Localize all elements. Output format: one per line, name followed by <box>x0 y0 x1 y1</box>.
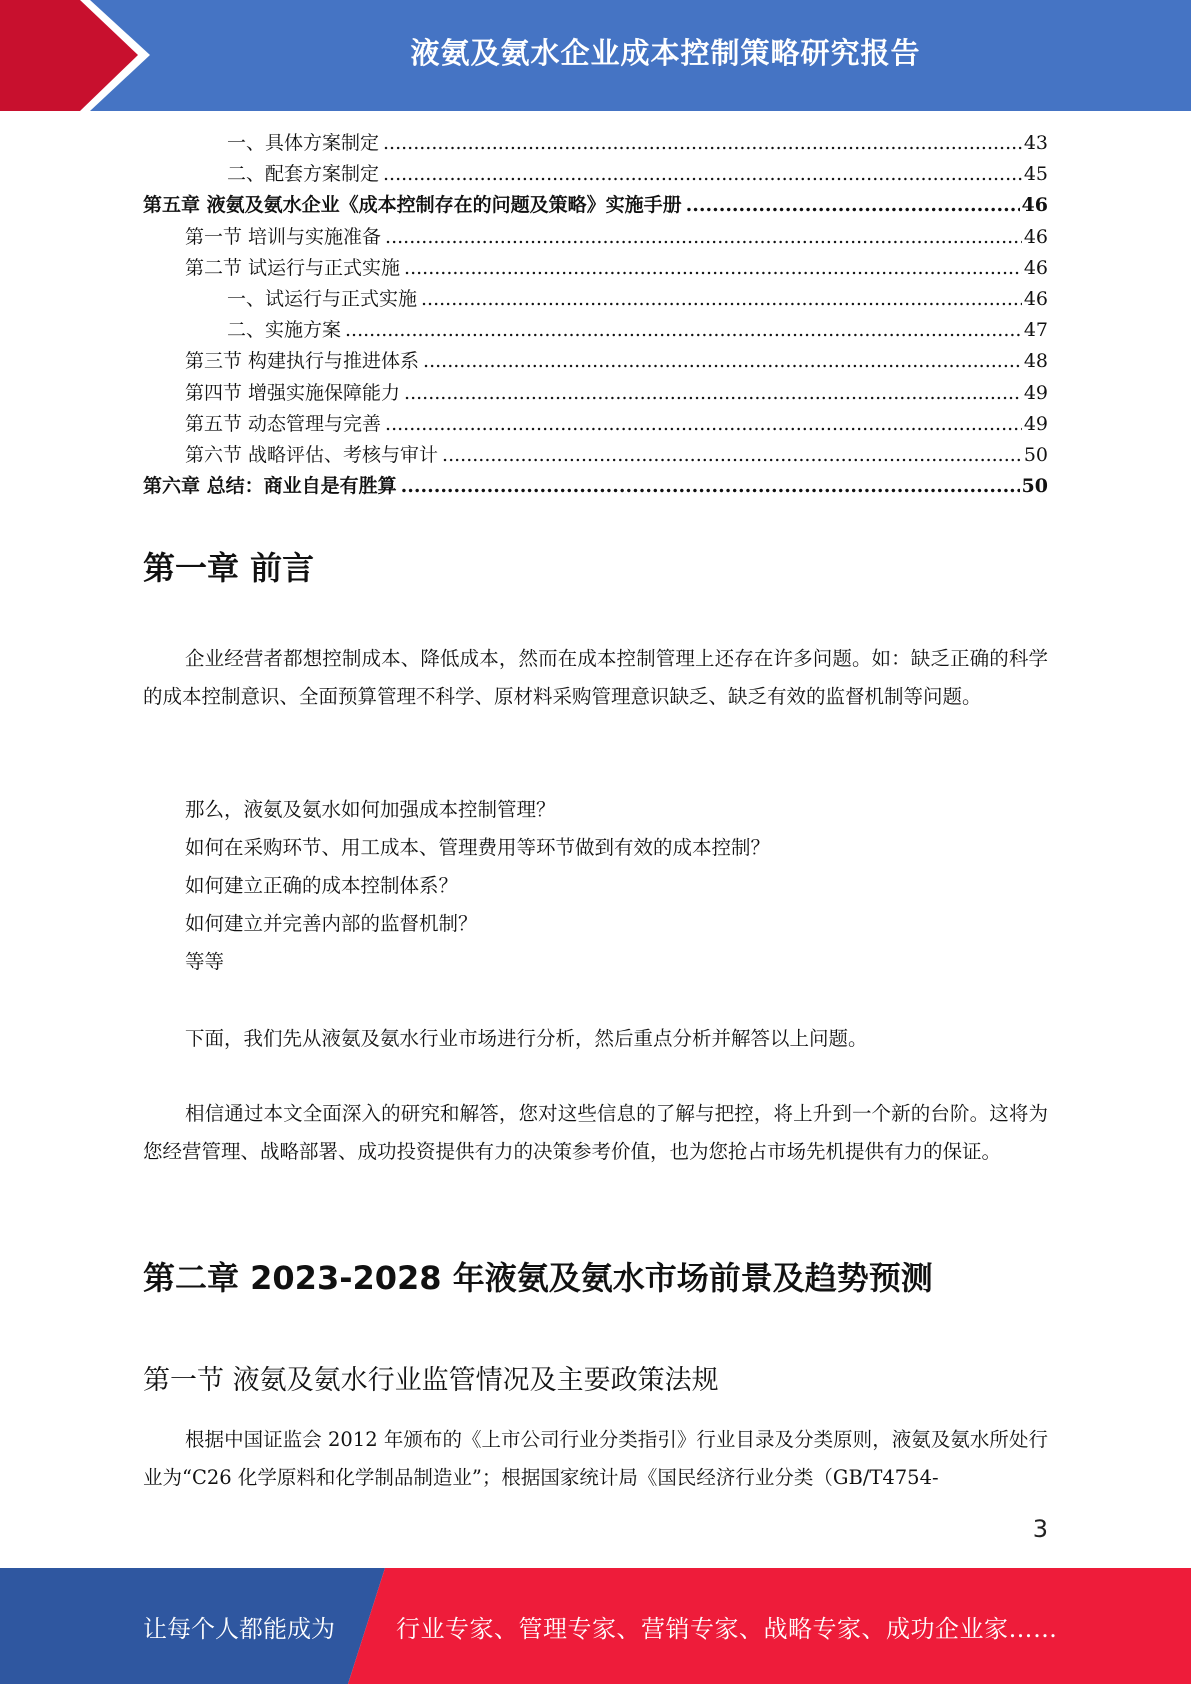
toc-dot-leader <box>383 128 1022 159</box>
toc-dot-leader <box>404 378 1022 409</box>
toc-entry-title: 第五节 动态管理与完善 <box>185 412 382 435</box>
toc-entry-title: 二、实施方案 <box>227 319 342 342</box>
chapter-1-paragraph-1: 企业经营者都想控制成本、降低成本，然而在成本控制管理上还存在许多问题。如：缺乏正确的科学的成本控制意识、全面预算管理不科学、原材料采购管理意识缺乏、缺乏有效的监督机制等问题。 <box>143 647 1048 708</box>
page-number: 3 <box>1032 1515 1048 1543</box>
header-red-chevron <box>0 0 150 111</box>
question-line: 如何建立并完善内部的监督机制？ <box>185 912 478 935</box>
report-title: 液氨及氨水企业成本控制策略研究报告 <box>410 36 921 70</box>
toc-entry-page: 50 <box>1021 475 1048 498</box>
table-of-contents <box>143 128 1048 502</box>
toc-entry-title: 第六节 战略评估、考核与审计 <box>185 443 439 466</box>
toc-dot-leader <box>423 346 1022 377</box>
footer-slogan-left: 让每个人都能成为 <box>143 1614 335 1643</box>
toc-dot-leader <box>442 440 1022 471</box>
toc-entry[interactable] <box>143 190 1048 221</box>
toc-entry[interactable] <box>143 284 1048 315</box>
question-line: 如何建立正确的成本控制体系？ <box>185 874 459 897</box>
toc-dot-leader <box>345 315 1022 346</box>
toc-entry-page: 49 <box>1023 381 1048 404</box>
section-1-heading: 第一节 液氨及氨水行业监管情况及主要政策法规 <box>143 1365 719 1396</box>
toc-entry-title: 第一节 培训与实施准备 <box>185 225 382 248</box>
chapter-1-paragraph-2: 下面，我们先从液氨及氨水行业市场进行分析，然后重点分析并解答以上问题。 <box>185 1027 868 1050</box>
toc-entry[interactable] <box>143 378 1048 409</box>
chapter-1-paragraph-3: 相信通过本文全面深入的研究和解答，您对这些信息的了解与把控，将上升到一个新的台阶。这将为您经营管理、战略部署、成功投资提供有力的决策参考价值，也为您抢占市场先机提供有力的保证。 <box>143 1102 1048 1163</box>
toc-entry[interactable] <box>143 409 1048 440</box>
toc-entry[interactable] <box>143 128 1048 159</box>
toc-entry-page: 46 <box>1023 256 1048 279</box>
toc-entry-title: 第四节 增强实施保障能力 <box>185 381 401 404</box>
toc-entry[interactable] <box>143 253 1048 284</box>
toc-entry-page: 46 <box>1023 225 1048 248</box>
question-line: 等等 <box>185 950 225 973</box>
toc-entry-page: 50 <box>1023 443 1048 466</box>
toc-entry[interactable] <box>143 315 1048 346</box>
toc-entry[interactable] <box>143 346 1048 377</box>
toc-entry-title: 第五章 液氨及氨水企业《成本控制存在的问题及策略》实施手册 <box>143 194 682 217</box>
toc-entry-page: 45 <box>1023 163 1048 186</box>
toc-entry-page: 46 <box>1021 194 1048 217</box>
footer-band <box>0 1568 1191 1684</box>
toc-dot-leader <box>383 159 1022 190</box>
toc-entry-title: 第六章 总结：商业自是有胜算 <box>143 475 397 498</box>
toc-entry[interactable] <box>143 222 1048 253</box>
toc-entry-title: 第三节 构建执行与推进体系 <box>185 350 420 373</box>
chapter-2-heading: 第二章 2023-2028 年液氨及氨水市场前景及趋势预测 <box>143 1259 933 1297</box>
toc-entry-title: 二、配套方案制定 <box>227 163 380 186</box>
toc-entry-page: 47 <box>1023 319 1048 342</box>
toc-entry-page: 49 <box>1023 412 1048 435</box>
chapter-2-paragraph-1: 根据中国证监会 2012 年颁布的《上市公司行业分类指引》行业目录及分类原则，液氨及氨水所处行业为“C26 化学原料和化学制品制造业”；根据国家统计局《国民经济行业分类（GB/T4754- <box>143 1428 1048 1489</box>
toc-dot-leader <box>385 409 1022 440</box>
toc-entry-title: 一、试运行与正式实施 <box>227 287 418 310</box>
toc-entry-page: 46 <box>1023 287 1048 310</box>
header-band <box>0 0 1191 111</box>
question-line: 那么，液氨及氨水如何加强成本控制管理？ <box>185 798 556 821</box>
toc-entry[interactable] <box>143 159 1048 190</box>
toc-entry-title: 一、具体方案制定 <box>227 132 380 154</box>
toc-entry[interactable] <box>143 471 1048 502</box>
toc-dot-leader <box>686 190 1020 221</box>
toc-dot-leader <box>401 471 1020 502</box>
toc-entry-page: 43 <box>1023 132 1048 154</box>
footer-slogan-right: 行业专家、管理专家、营销专家、战略专家、成功企业家…… <box>396 1614 1058 1643</box>
toc-entry-title: 第二节 试运行与正式实施 <box>185 256 401 279</box>
question-list <box>185 791 770 981</box>
chapter-1-heading: 第一章 前言 <box>143 549 315 587</box>
question-line: 如何在采购环节、用工成本、管理费用等环节做到有效的成本控制？ <box>185 836 771 859</box>
toc-entry[interactable] <box>143 440 1048 471</box>
toc-entry-page: 48 <box>1023 350 1048 373</box>
toc-dot-leader <box>421 284 1022 315</box>
toc-dot-leader <box>385 222 1022 253</box>
toc-dot-leader <box>404 253 1022 284</box>
